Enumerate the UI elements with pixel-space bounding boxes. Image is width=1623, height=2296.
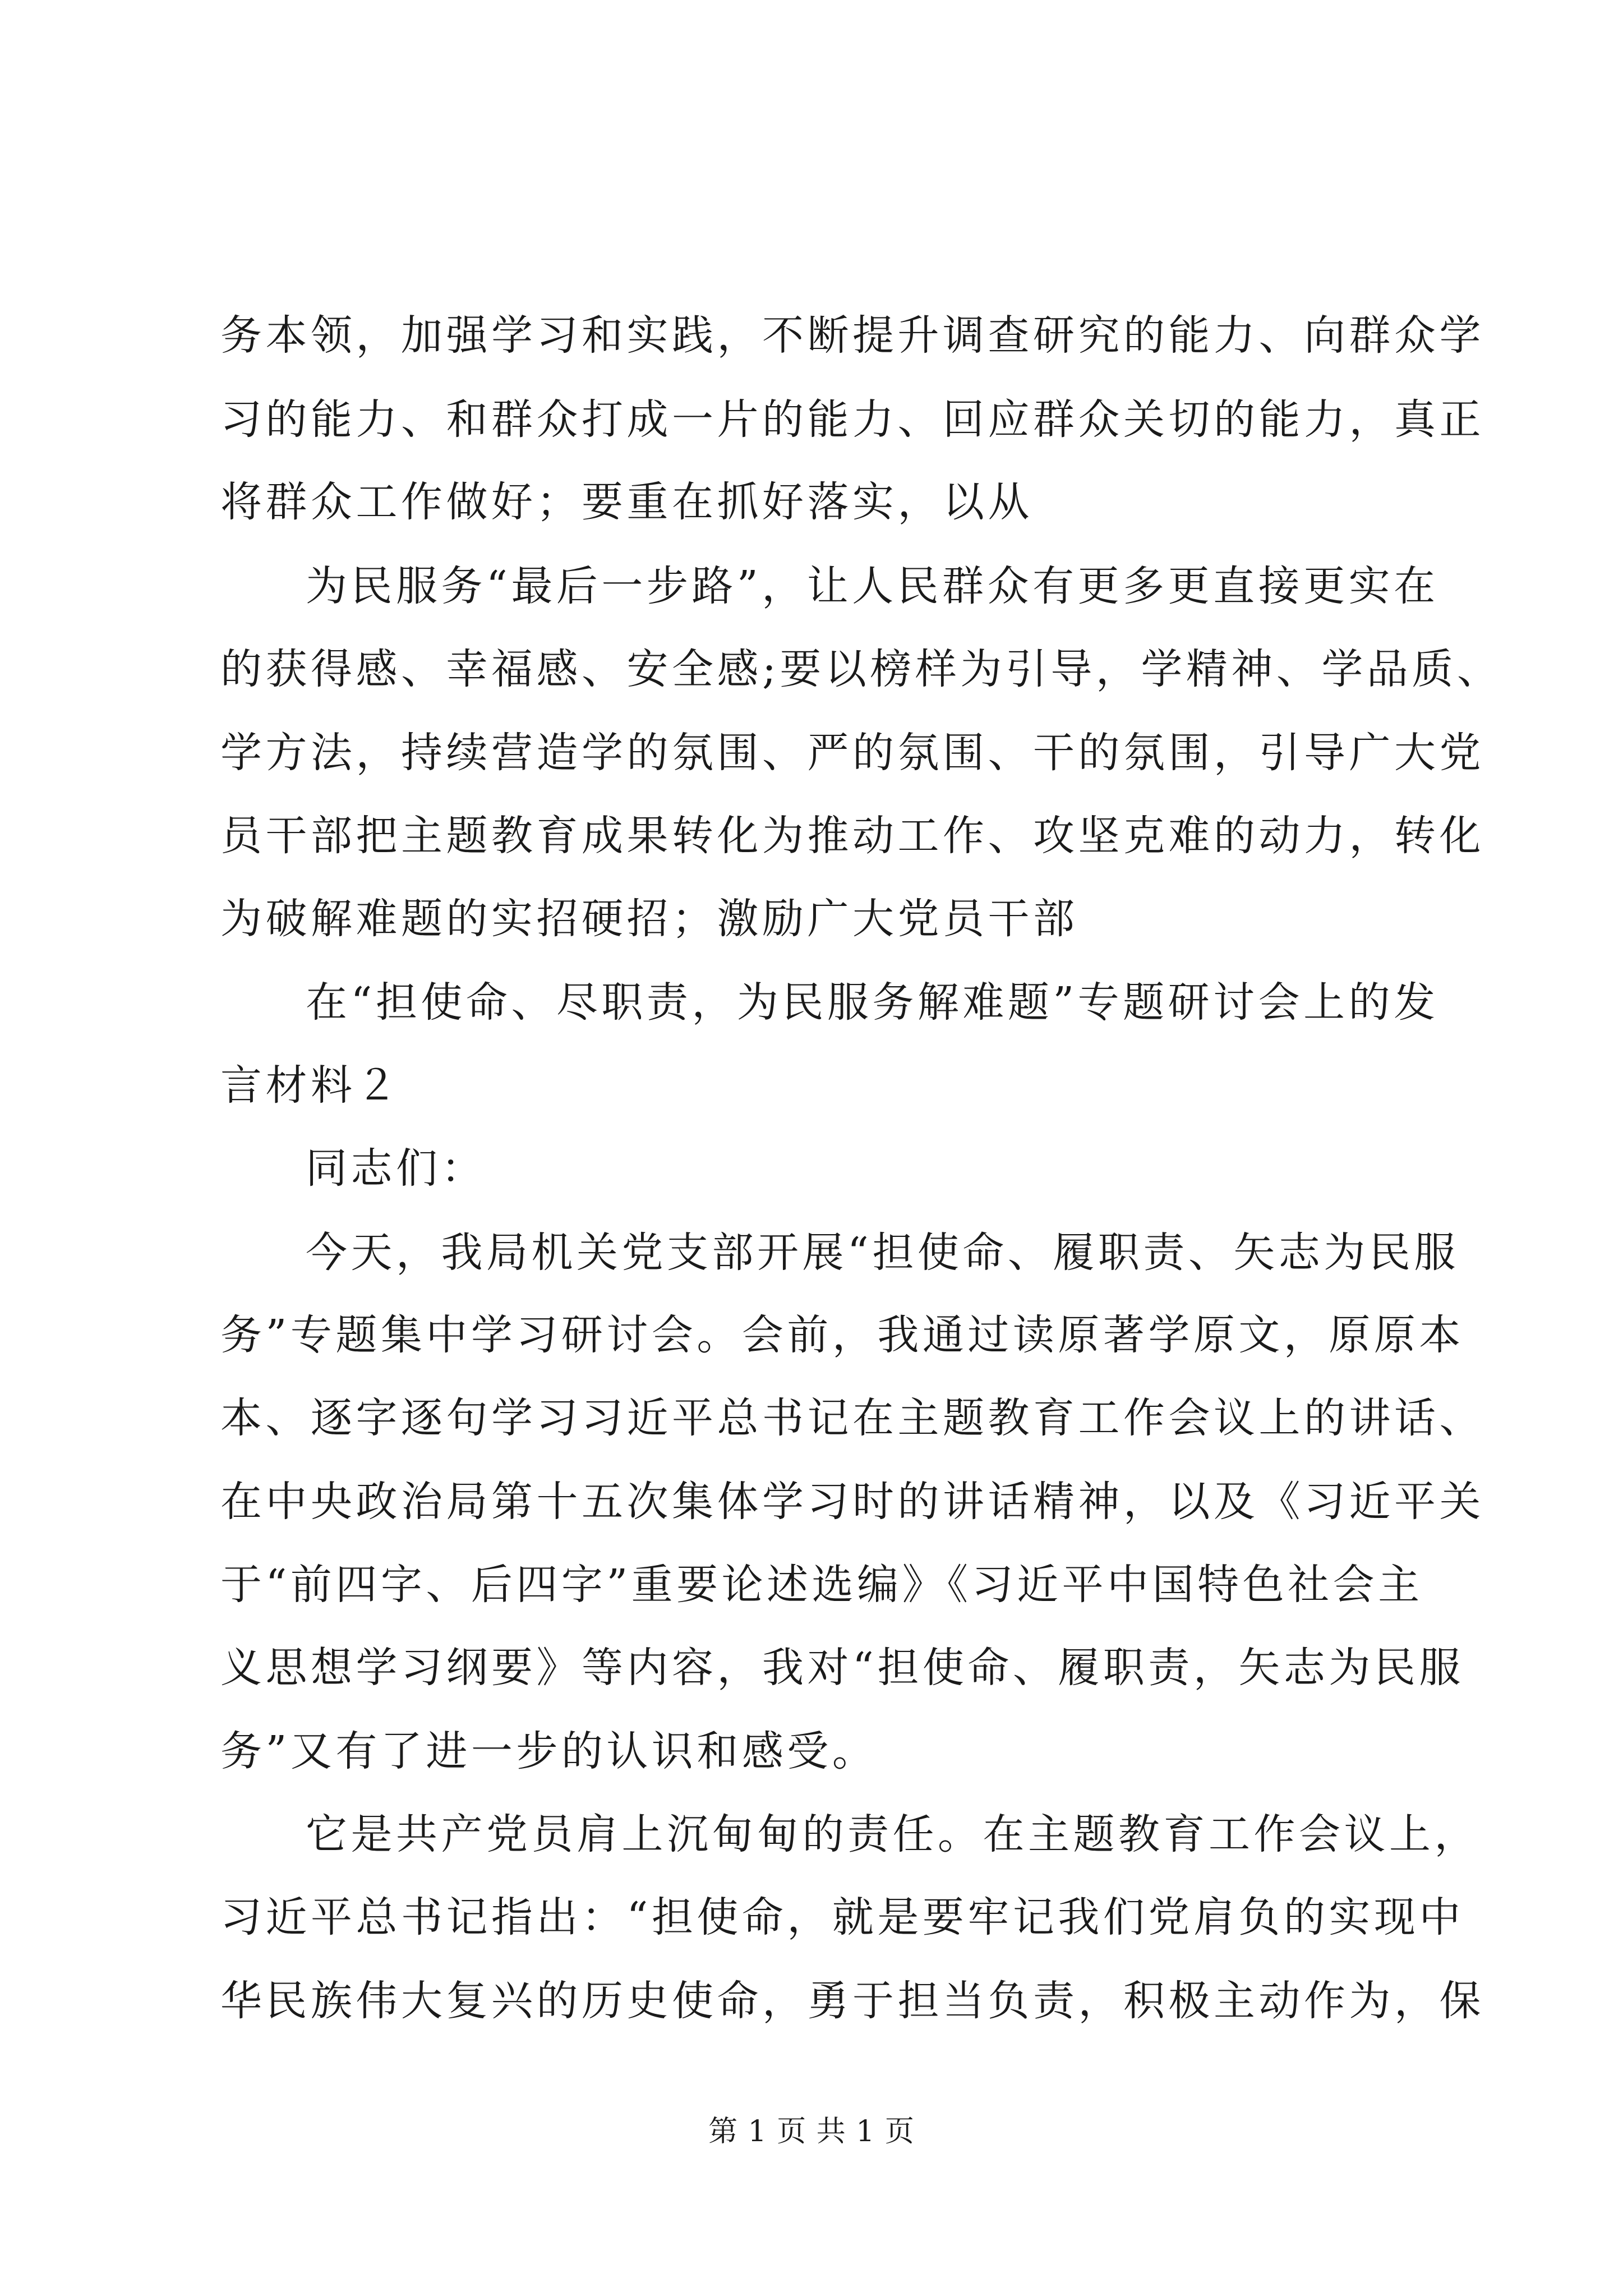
text-line: 为破解难题的实招硬招；激励广大党员干部 — [220, 895, 1078, 943]
text-line: 员干部把主题教育成果转化为推动工作、攻坚克难的动力，转化 — [220, 812, 1484, 860]
text-line: 将群众工作做好；要重在抓好落实，以从 — [220, 478, 1033, 526]
text-line: 义思想学习纲要》等内容，我对“担使命、履职责，矢志为民服 — [220, 1644, 1464, 1692]
text-line: 本、逐字逐句学习习近平总书记在主题教育工作会议上的讲话、 — [220, 1394, 1484, 1442]
text-line: 于“前四字、后四字”重要论述选编》《习近平中国特色社会主 — [220, 1561, 1423, 1609]
text-line: 为民服务“最后一步路”，让人民群众有更多更直接更实在 — [306, 562, 1439, 610]
text-line: 学方法，持续营造学的氛围、严的氛围、干的氛围，引导广大党 — [220, 729, 1484, 777]
text-line: 的获得感、幸福感、安全感;要以榜样为引导，学精神、学品质、 — [220, 645, 1502, 693]
text-line: 它是共产党员肩上沉甸甸的责任。在主题教育工作会议上， — [306, 1810, 1479, 1858]
text-line: 习的能力、和群众打成一片的能力、回应群众关切的能力，真正 — [220, 395, 1484, 444]
text-line: 言材料２ — [220, 1061, 401, 1110]
page-footer: 第 1 页 共 1 页 — [708, 2115, 915, 2148]
text-line: 务本领，加强学习和实践，不断提升调查研究的能力、向群众学 — [220, 311, 1484, 360]
text-line: 华民族伟大复兴的历史使命，勇于担当负责，积极主动作为，保 — [220, 1977, 1484, 2025]
text-line: 在“担使命、尽职责，为民服务解难题”专题研讨会上的发 — [306, 978, 1439, 1027]
text-line: 务”专题集中学习研讨会。会前，我通过读原著学原文，原原本 — [220, 1311, 1464, 1359]
text-line: 务”又有了进一步的认识和感受。 — [220, 1727, 878, 1775]
text-line: 习近平总书记指出：“担使命，就是要牢记我们党肩负的实现中 — [220, 1893, 1464, 1941]
text-line: 今天，我局机关党支部开展“担使命、履职责、矢志为民服 — [306, 1228, 1459, 1277]
text-line: 在中央政治局第十五次集体学习时的讲话精神，以及《习近平关 — [220, 1478, 1484, 1526]
text-line: 同志们： — [306, 1144, 486, 1193]
